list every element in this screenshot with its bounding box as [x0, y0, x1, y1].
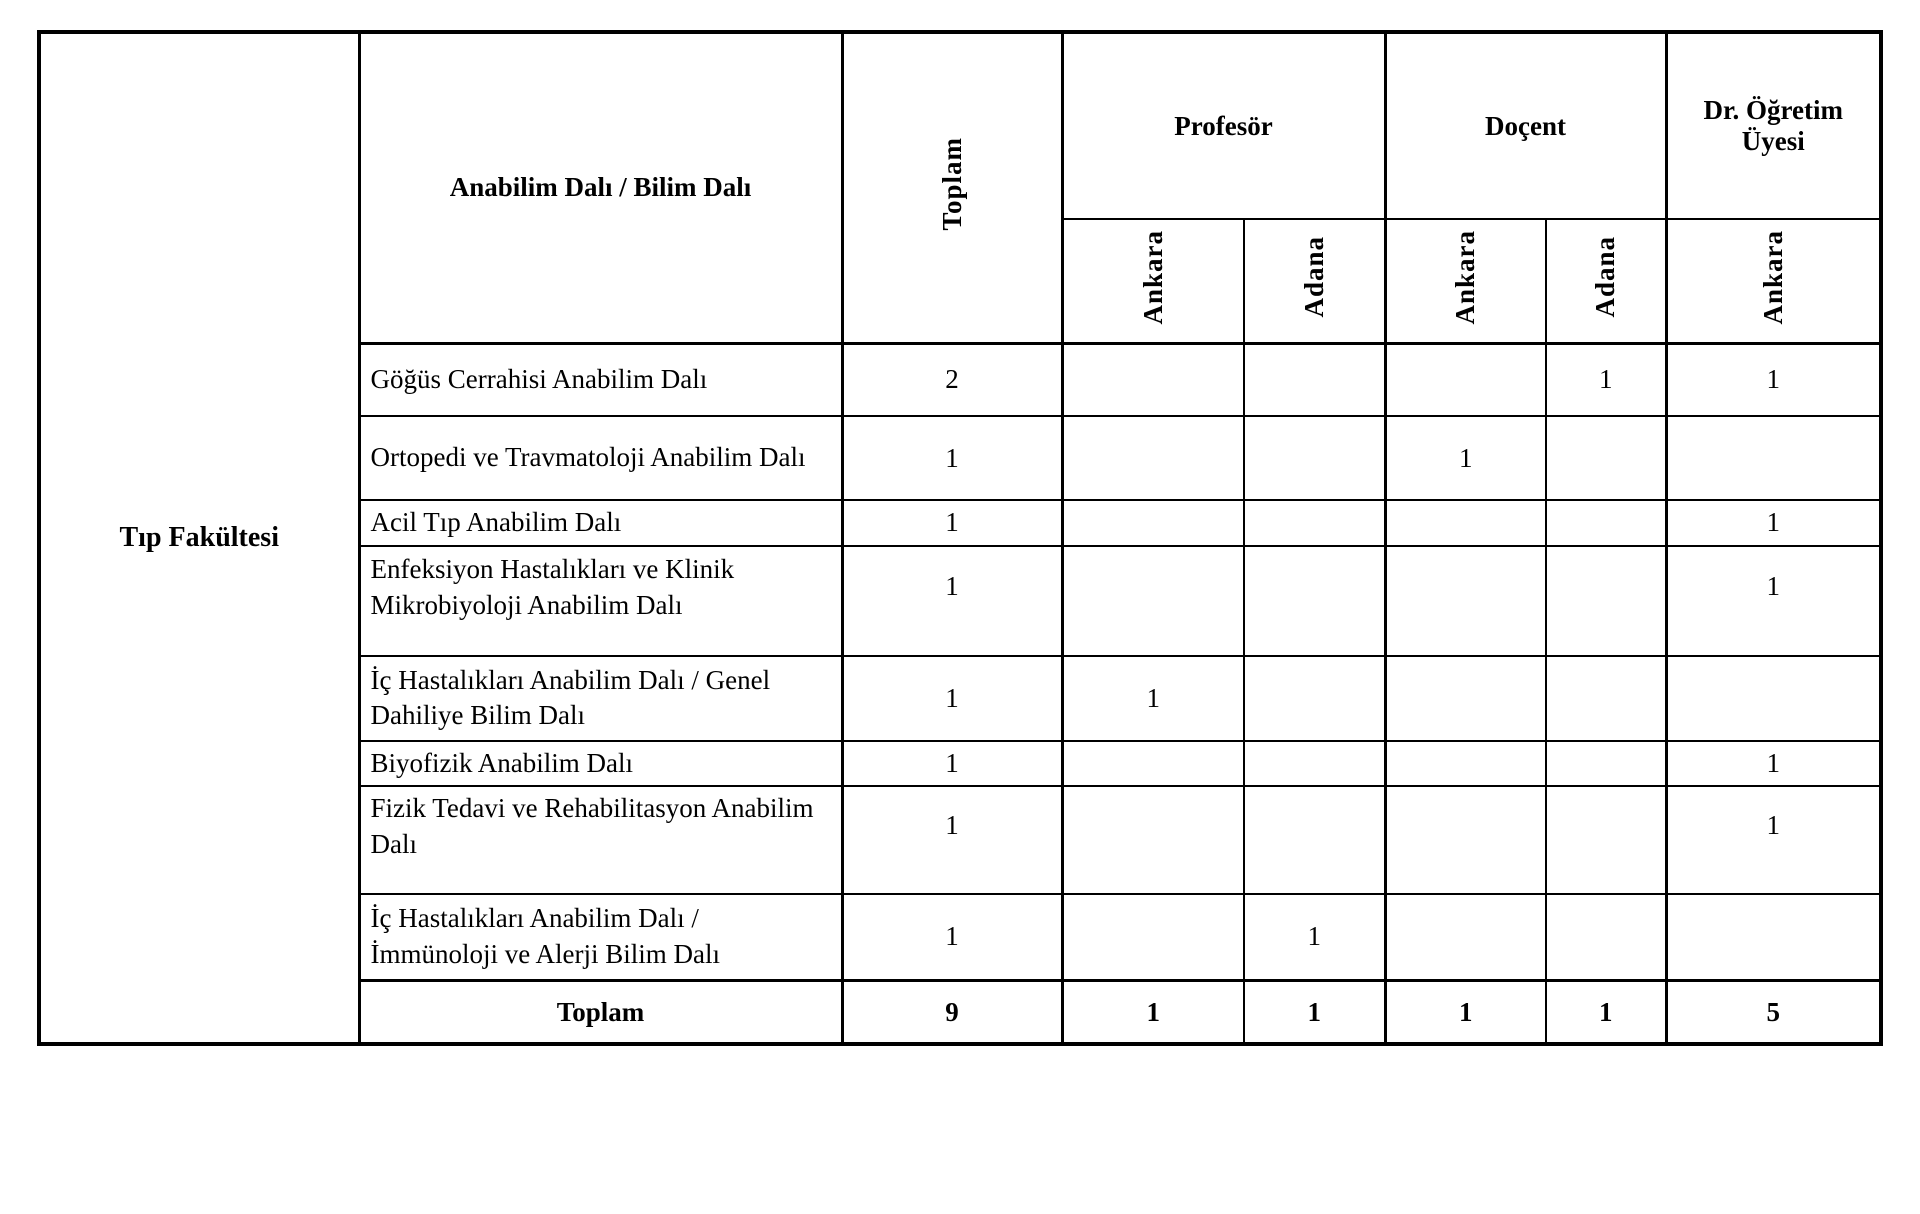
count-cell-dr-ogretim-ankara: 1: [1666, 343, 1881, 416]
column-header-toplam: [842, 32, 1062, 343]
count-cell-dr-ogretim-ankara: [1666, 656, 1881, 741]
count-cell-profesor-adana: [1244, 416, 1385, 500]
count-cell-docent-adana: [1546, 546, 1666, 656]
count-cell-profesor-ankara: [1062, 416, 1244, 500]
total-count-profesor-ankara: 1: [1062, 981, 1244, 1045]
count-cell-docent-ankara: [1385, 786, 1546, 893]
faculty-staff-table: [37, 30, 1883, 1046]
faculty-name-cell: Tıp Fakültesi: [39, 32, 359, 1044]
count-cell-profesor-adana: 1: [1244, 894, 1385, 981]
count-cell-profesor-ankara: [1062, 741, 1244, 787]
count-cell-docent-ankara: [1385, 546, 1546, 656]
count-cell-profesor-adana: [1244, 786, 1385, 893]
total-count-profesor-adana: 1: [1244, 981, 1385, 1045]
department-name-cell: Göğüs Cerrahisi Anabilim Dalı: [359, 343, 842, 416]
count-cell-profesor-ankara: [1062, 500, 1244, 546]
count-cell-docent-ankara: [1385, 894, 1546, 981]
ankara-rotated-label: Ankara: [1450, 229, 1481, 325]
total-count-dr-ogretim-ankara: 5: [1666, 981, 1881, 1045]
count-cell-profesor-adana: [1244, 741, 1385, 787]
total-row-label: Toplam: [359, 981, 842, 1045]
count-cell-profesor-ankara: 1: [1062, 656, 1244, 741]
department-name-cell: Ortopedi ve Travmatoloji Anabilim Dalı: [359, 416, 842, 500]
count-cell-docent-adana: [1546, 786, 1666, 893]
count-cell-toplam: 1: [842, 894, 1062, 981]
count-cell-dr-ogretim-ankara: 1: [1666, 500, 1881, 546]
toplam-rotated-label: Toplam: [936, 137, 967, 232]
ankara-rotated-label: Ankara: [1137, 229, 1168, 325]
department-name-cell: Fizik Tedavi ve Rehabilitasyon Anabilim Dalı: [359, 786, 842, 893]
department-name-cell: Acil Tıp Anabilim Dalı: [359, 500, 842, 546]
department-name-cell: İç Hastalıkları Anabilim Dalı / İmmünoloji ve Alerji Bilim Dalı: [359, 894, 842, 981]
total-count-docent-ankara: 1: [1385, 981, 1546, 1045]
column-header-profesor: Profesör: [1062, 32, 1385, 219]
subheader-docent-ankara: [1385, 219, 1546, 343]
count-cell-docent-ankara: [1385, 500, 1546, 546]
count-cell-profesor-adana: [1244, 343, 1385, 416]
count-cell-docent-adana: [1546, 416, 1666, 500]
count-cell-toplam: 1: [842, 416, 1062, 500]
count-cell-toplam: 1: [842, 546, 1062, 656]
count-cell-docent-adana: [1546, 741, 1666, 787]
department-name-cell: İç Hastalıkları Anabilim Dalı / Genel Dahiliye Bilim Dalı: [359, 656, 842, 741]
count-cell-toplam: 1: [842, 786, 1062, 893]
count-cell-docent-ankara: [1385, 343, 1546, 416]
count-cell-profesor-ankara: [1062, 343, 1244, 416]
count-cell-toplam: 2: [842, 343, 1062, 416]
ankara-rotated-label: Ankara: [1757, 229, 1788, 325]
count-cell-docent-adana: [1546, 656, 1666, 741]
count-cell-docent-adana: 1: [1546, 343, 1666, 416]
subheader-profesor-ankara: [1062, 219, 1244, 343]
count-cell-toplam: 1: [842, 656, 1062, 741]
count-cell-profesor-ankara: [1062, 786, 1244, 893]
count-cell-docent-adana: [1546, 500, 1666, 546]
count-cell-dr-ogretim-ankara: [1666, 894, 1881, 981]
subheader-profesor-adana: [1244, 219, 1385, 343]
count-cell-profesor-ankara: [1062, 546, 1244, 656]
count-cell-toplam: 1: [842, 741, 1062, 787]
count-cell-docent-ankara: 1: [1385, 416, 1546, 500]
count-cell-profesor-adana: [1244, 500, 1385, 546]
department-name-cell: Enfeksiyon Hastalıkları ve Klinik Mikrobiyoloji Anabilim Dalı: [359, 546, 842, 656]
column-header-dr-ogretim-uyesi: Dr. Öğretim Üyesi: [1666, 32, 1881, 219]
count-cell-docent-ankara: [1385, 741, 1546, 787]
count-cell-profesor-adana: [1244, 656, 1385, 741]
count-cell-dr-ogretim-ankara: 1: [1666, 741, 1881, 787]
subheader-dr-ogretim-ankara: [1666, 219, 1881, 343]
department-name-cell: Biyofizik Anabilim Dalı: [359, 741, 842, 787]
total-count-docent-adana: 1: [1546, 981, 1666, 1045]
count-cell-dr-ogretim-ankara: [1666, 416, 1881, 500]
total-count-toplam: 9: [842, 981, 1062, 1045]
count-cell-profesor-adana: [1244, 546, 1385, 656]
document-page: [0, 30, 1920, 1214]
adana-rotated-label: Adana: [1590, 236, 1621, 319]
count-cell-docent-adana: [1546, 894, 1666, 981]
count-cell-toplam: 1: [842, 500, 1062, 546]
count-cell-profesor-ankara: [1062, 894, 1244, 981]
count-cell-dr-ogretim-ankara: 1: [1666, 786, 1881, 893]
column-header-docent: Doçent: [1385, 32, 1666, 219]
count-cell-docent-ankara: [1385, 656, 1546, 741]
column-header-anabilim-dali: Anabilim Dalı / Bilim Dalı: [359, 32, 842, 343]
adana-rotated-label: Adana: [1298, 236, 1329, 319]
count-cell-dr-ogretim-ankara: 1: [1666, 546, 1881, 656]
header-row-groups: [39, 32, 1881, 219]
subheader-docent-adana: [1546, 219, 1666, 343]
